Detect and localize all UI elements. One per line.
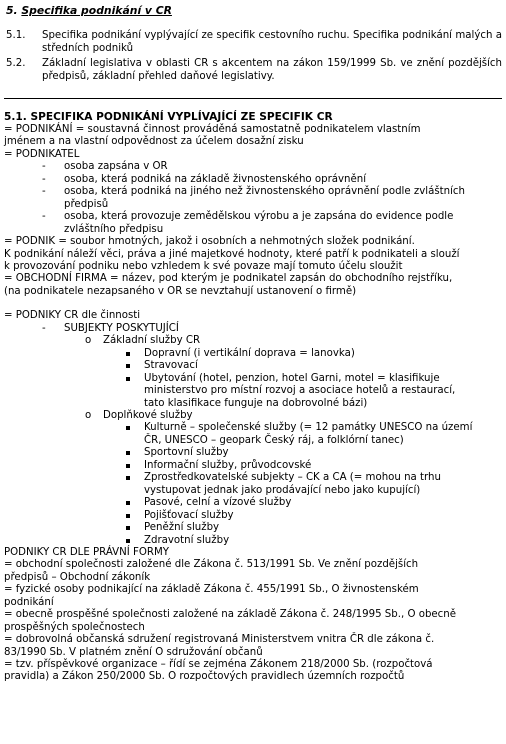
text-line: = dobrovolná občanská sdružení registrovaná Ministerstvem vnitra ČR dle zákona č. [4, 634, 435, 646]
chapter-title [6, 4, 172, 17]
toc-number: 5.1. [6, 30, 26, 41]
list-item: - SUBJEKTY POSKYTUJÍCÍ [4, 323, 504, 335]
text-line: = PODNIK = soubor hmotných, jakož i osobních a nehmotných složek podnikání. [4, 236, 415, 248]
bullet-item-continuation: ČR, UNESCO – geopark Český ráj, a folklórní tanec) [144, 434, 404, 446]
bullet-item: Zdravotní služby [4, 535, 504, 547]
section-heading: 5.1. SPECIFIKA PODNIKÁNÍ VYPLÍVAJÍCÍ ZE SPECIFIK CR [4, 111, 333, 123]
section-divider [4, 98, 502, 99]
list-item: - osoba zapsána v OR [4, 161, 504, 173]
text-line: prospěšných společnostech [4, 621, 145, 633]
text-line: k provozování podniku nebo vzhledem k své povaze mají tomuto účelu sloužit [4, 260, 403, 272]
blank-line [4, 298, 504, 310]
list-item: - osoba, která provozuje zemědělskou výrobu a je zapsána do evidence podle [4, 211, 504, 223]
bullet-item-continuation: vystupovat jednak jako prodávající nebo jako kupující) [144, 484, 421, 496]
bullet-item: Peněžní služby [4, 522, 504, 534]
list-item-continuation: zvláštního předpisu [64, 223, 164, 235]
bullet-item: Ubytování (hotel, penzion, hotel Garni, motel = klasifikuje [4, 373, 504, 385]
text-line: = PODNIKATEL [4, 148, 80, 160]
text-line: podnikání [4, 596, 54, 608]
text-line: = obecně prospěšné společnosti založené na základě Zákona č. 248/1995 Sb., O obecně [4, 609, 456, 621]
section-body [4, 111, 504, 684]
bullet-item: Dopravní (i vertikální doprava = lanovka) [4, 348, 504, 360]
text-line: K podnikání náleží věci, práva a jiné majetkové hodnoty, které patří k podnikateli a slouží [4, 248, 460, 260]
text-line: = fyzické osoby podnikající na základě Zákona č. 455/1991 Sb., O živnostenském [4, 584, 419, 596]
bullet-item: Pasové, celní a vízové služby [4, 497, 504, 509]
sublist-item: o Doplňkové služby [4, 410, 504, 422]
list-item: - osoba, která podniká na jiného než živnostenského oprávnění podle zvláštních [4, 186, 504, 198]
toc-text: Specifika podnikání vyplývající ze specifik cestovního ruchu. Specifika podnikání malých a středních podniků [42, 30, 502, 54]
list-item: - osoba, která podniká na základě živnostenského oprávnění [4, 174, 504, 186]
text-line: = tzv. příspěvkové organizace – řídí se zejména Zákonem 218/2000 Sb. (rozpočtová [4, 659, 433, 671]
bullet-item: Informační služby, průvodcovské [4, 460, 504, 472]
list-item-continuation: předpisů [64, 198, 109, 210]
text-line: 83/1990 Sb. V platném znění O sdružování občanů [4, 646, 263, 658]
bullet-item: Stravovací [4, 360, 504, 372]
text-line: pravidla) a Zákon 250/2000 Sb. O rozpočtových pravidlech územních rozpočtů [4, 671, 405, 683]
text-line: PODNIKY CR DLE PRÁVNÍ FORMY [4, 546, 169, 558]
text-line: = PODNIKÁNÍ = soustavná činnost prováděná samostatně podnikatelem vlastním [4, 124, 421, 135]
bullet-item: Pojišťovací služby [4, 510, 504, 522]
bullet-item-continuation: tato klasifikace funguje na dobrovolné bázi) [144, 397, 368, 409]
table-of-contents [6, 29, 502, 85]
bullet-item: Zprostředkovatelské subjekty – CK a CA (= mohou na trhu [4, 472, 504, 484]
chapter-title-text: Specifika podnikání v CR [21, 4, 172, 17]
text-line: jménem a na vlastní odpovědnost za účelem dosažní zisku [4, 136, 304, 148]
text-line: předpisů – Obchodní zákoník [4, 571, 151, 583]
toc-item [6, 57, 502, 83]
toc-text: Základní legislativa v oblasti CR s akcentem na zákon 159/1999 Sb. ve znění pozdějších předpisů, základní přehled daňové legislativy. [42, 58, 502, 82]
bullet-item: Kulturně – společenské služby (= 12 památky UNESCO na území [4, 422, 504, 434]
text-line: = OBCHODNÍ FIRMA = název, pod kterým je podnikatel zapsán do obchodního rejstříku, [4, 273, 453, 285]
text-line: = obchodní společnosti založené dle Zákona č. 513/1991 Sb. Ve znění pozdějších [4, 559, 419, 571]
sublist-item: o Základní služby CR [4, 335, 504, 347]
text-line: (na podnikatele nezapsaného v OR se nevztahují ustanovení o firmě) [4, 285, 357, 297]
toc-number: 5.2. [6, 58, 26, 69]
chapter-number: 5. [6, 4, 18, 17]
toc-item [6, 29, 502, 55]
bullet-item: Sportovní služby [4, 447, 504, 459]
bullet-item-continuation: ministerstvo pro místní rozvoj a asociace hotelů a restaurací, [144, 385, 456, 397]
text-line: = PODNIKY CR dle činnosti [4, 310, 141, 322]
